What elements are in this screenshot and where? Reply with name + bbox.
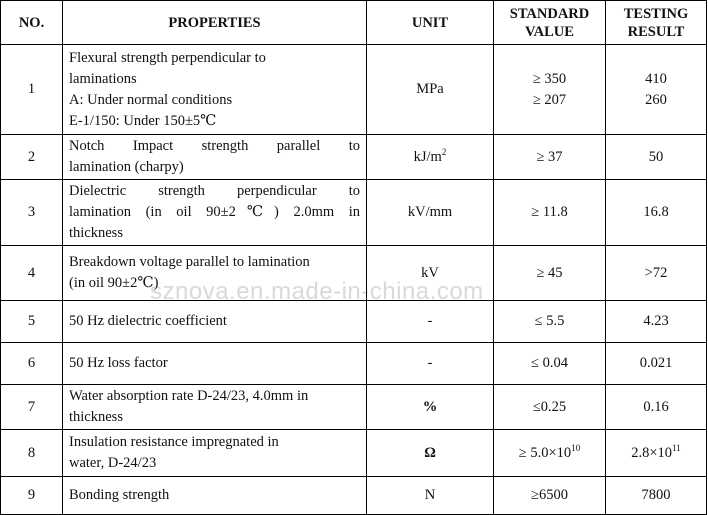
testing-result-cell: 4.23 [606,301,707,343]
property-line: Water absorption rate D-24/23, 4.0mm in [69,388,309,404]
property-line: lamination (in oil 90±2℃) 2.0mm in [69,204,360,220]
standard-line: ≥ 207 [532,91,567,108]
testing-result-cell [606,45,707,135]
property-line: laminations [69,70,137,87]
row-number: 8 [1,430,63,477]
standard-value-cell [494,45,606,135]
unit-superscript: 2 [441,146,447,157]
property-cell: Bonding strength [63,477,367,515]
testing-result-cell [606,430,707,477]
testing-result-cell: 0.021 [606,343,707,385]
property-cell: 50 Hz dielectric coefficient [63,301,367,343]
unit-cell: Ω [367,430,494,477]
row-number: 2 [1,135,63,180]
property-line: water, D-24/23 [69,455,157,471]
unit-cell: - [367,301,494,343]
standard-value-cell: ≤ 5.5 [494,301,606,343]
testing-result-cell: 7800 [606,477,707,515]
table-row [1,385,707,430]
table-row [1,45,707,135]
header-standard-line2: VALUE [525,23,574,40]
property-line: Flexural strength perpendicular to [69,49,266,66]
testing-result-cell: 0.16 [606,385,707,430]
row-number: 1 [1,45,63,135]
unit-cell: % [367,385,494,430]
header-standard-value [494,1,606,45]
result-exponent: 11 [672,442,681,453]
unit-cell: - [367,343,494,385]
property-cell [63,135,367,180]
result-line: 410 [645,70,667,87]
standard-value-cell: ≥ 11.8 [494,180,606,246]
table-row [1,180,707,246]
watermark: sznova.en.made-in-china.com [150,278,484,305]
standard-value-cell: ≤0.25 [494,385,606,430]
property-line: lamination (charpy) [69,159,184,175]
property-line: A: Under normal conditions [69,91,233,108]
property-cell [63,180,367,246]
standard-value-cell [494,430,606,477]
unit-text: kJ/m [413,148,442,165]
unit-cell: MPa [367,45,494,135]
property-line: E-1/150: Under 150±5℃ [69,112,217,129]
row-number: 7 [1,385,63,430]
property-line: Dielectric strength perpendicular to [69,183,360,199]
property-line: Breakdown voltage parallel to lamination [69,254,310,270]
row-number: 4 [1,246,63,301]
testing-result-cell: 16.8 [606,180,707,246]
row-number: 6 [1,343,63,385]
header-no: NO. [1,1,63,45]
testing-result-cell: >72 [606,246,707,301]
testing-result-cell: 50 [606,135,707,180]
property-line: thickness [69,409,123,425]
property-cell [63,246,367,301]
property-line: Notch Impact strength parallel to [69,138,360,154]
standard-value-cell: ≤ 0.04 [494,343,606,385]
property-cell [63,385,367,430]
header-row [1,1,707,45]
row-number: 5 [1,301,63,343]
property-line: (in oil 90±2℃) [69,275,159,291]
header-testing-line1: TESTING [623,5,689,22]
standard-base: ≥ 5.0×10 [518,444,572,461]
header-unit: UNIT [367,1,494,45]
unit-cell: kV [367,246,494,301]
standard-value-cell: ≥ 37 [494,135,606,180]
table-row [1,430,707,477]
unit-cell: kV/mm [367,180,494,246]
property-cell: 50 Hz loss factor [63,343,367,385]
table-row [1,343,707,385]
row-number: 3 [1,180,63,246]
header-standard-line1: STANDARD [509,5,590,22]
property-line: thickness [69,225,123,241]
table-row [1,135,707,180]
property-cell [63,45,367,135]
result-line: 260 [645,91,667,108]
property-line: Insulation resistance impregnated in [69,434,279,450]
standard-line: ≥ 350 [532,70,567,87]
header-testing-result [606,1,707,45]
unit-cell: N [367,477,494,515]
result-base: 2.8×10 [631,444,673,461]
row-number: 9 [1,477,63,515]
table-row [1,301,707,343]
standard-value-cell: ≥ 45 [494,246,606,301]
property-cell [63,430,367,477]
table-row [1,477,707,515]
header-properties: PROPERTIES [63,1,367,45]
unit-cell [367,135,494,180]
header-testing-line2: RESULT [627,23,685,40]
standard-value-cell: ≥6500 [494,477,606,515]
table-row [1,246,707,301]
standard-exponent: 10 [571,442,581,453]
